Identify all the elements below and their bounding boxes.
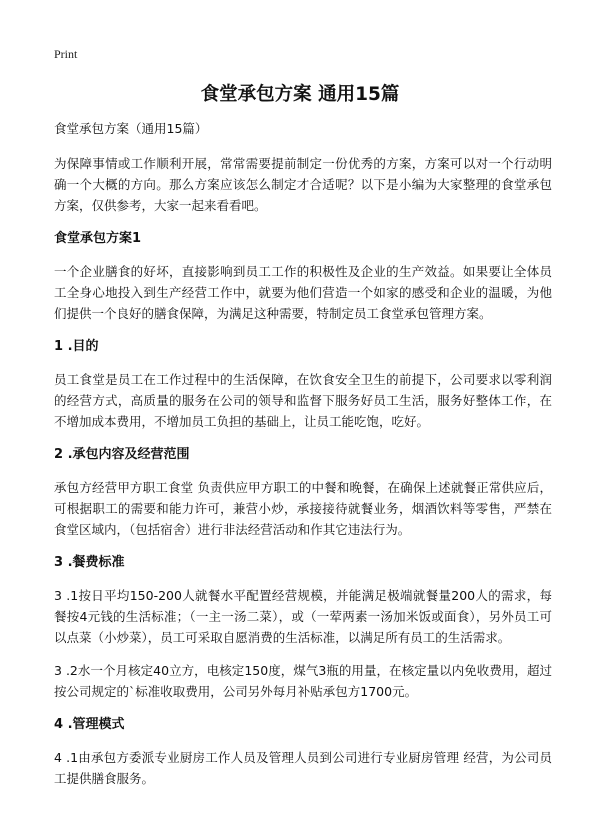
paragraph-scope: 承包方经营甲方职工食堂 负责供应甲方职工的中餐和晚餐，在确保上述就餐正常供应后，可根据职工的需要和能力许可，兼营小炒，承接接待就餐业务，烟酒饮料等零售，严禁在食堂区域内，（包括宿舍）进行非法经营活动和作其它违法行为。 bbox=[54, 480, 552, 537]
paragraph-purpose: 员工食堂是员工在工作过程中的生活保障，在饮食安全卫生的前提下，公司要求以零利润的经营方式，高质量的服务在公司的领导和监督下服务好员工生活，服务好整体工作，在不增加成本费用，不增加员工负担的基础上，让员工能吃饱，吃好。 bbox=[54, 372, 552, 429]
page-title: 食堂承包方案 通用15篇 bbox=[200, 84, 400, 105]
section-heading-scope: 2 .承包内容及经营范围 bbox=[54, 447, 190, 462]
intro-paragraph: 为保障事情或工作顺利开展，常常需要提前制定一份优秀的方案，方案可以对一个行动明确一个大概的方向。那么方案应该怎么制定才合适呢？以下是小编为大家整理的食堂承包方案，仅供参考，大家一起来看看吧。 bbox=[54, 156, 552, 213]
section-heading-purpose: 1 .目的 bbox=[54, 339, 99, 354]
paragraph-fees-1: 3 .1按日平均150-200人就餐水平配置经营规模，并能满足极端就餐量200人的需求，每餐按4元钱的生活标准；（一主一汤二菜），或（一荤两素一汤加米饭或面食），另外员工可以点菜（小炒菜），员工可采取自愿消费的生活标准，以满足所有员工的生活需求。 bbox=[54, 588, 552, 645]
subtitle: 食堂承包方案（通用15篇） bbox=[54, 121, 208, 136]
document-body bbox=[54, 118, 552, 801]
paragraph-management: 4 .1由承包方委派专业厨房工作人员及管理人员到公司进行专业厨房管理 经营，为公司员工提供膳食服务。 bbox=[54, 750, 552, 786]
section-heading-management: 4 .管理模式 bbox=[54, 717, 125, 732]
section-title: 食堂承包方案1 bbox=[54, 231, 142, 246]
section-intro-paragraph: 一个企业膳食的好坏，直接影响到员工工作的积极性及企业的生产效益。如果要让全体员工全身心地投入到生产经营工作中，就要为他们营造一个如家的感受和企业的温暖，为他们提供一个良好的膳食保障，为满足这种需要，特制定员工食堂承包管理方案。 bbox=[54, 264, 552, 321]
print-link[interactable]: Print bbox=[54, 47, 78, 61]
paragraph-fees-2: 3 .2水一个月核定40立方，电核定150度，煤气3瓶的用量，在核定量以内免收费用，超过按公司规定的`标准收取费用，公司另外每月补贴承包方1700元。 bbox=[54, 663, 552, 699]
section-heading-fees: 3 .餐费标准 bbox=[54, 555, 125, 570]
